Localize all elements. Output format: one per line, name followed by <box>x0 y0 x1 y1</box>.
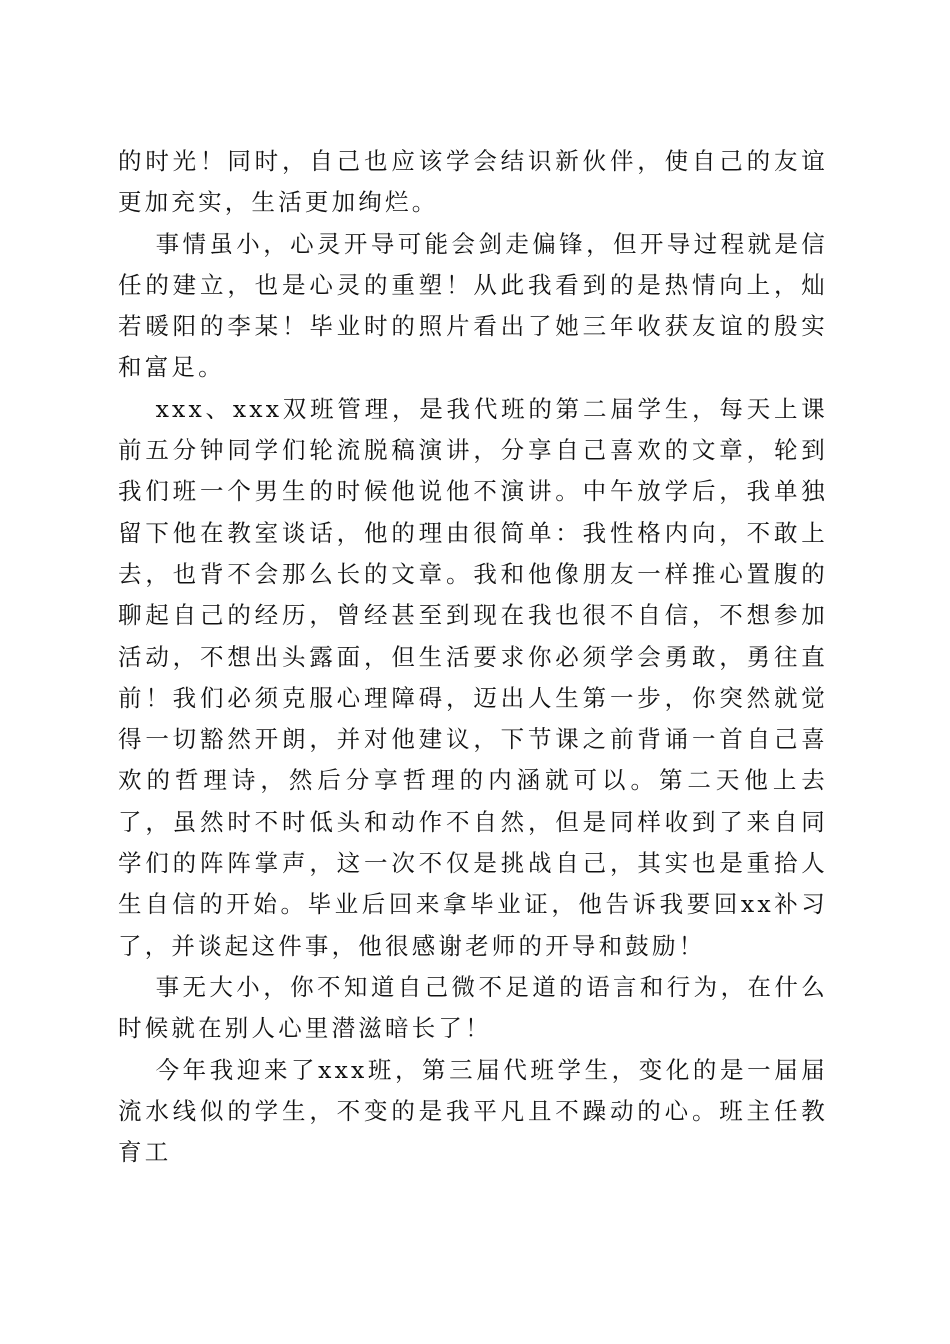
paragraph-5: 今年我迎来了xxx班，第三届代班学生，变化的是一届届流水线似的学生，不变的是我平凡且不躁动的心。班主任教育工 <box>118 1055 828 1167</box>
document-body <box>118 141 828 1173</box>
paragraph-1: 的时光！同时，自己也应该学会结识新伙伴，使自己的友谊更加充实，生活更加绚烂。 <box>118 147 828 217</box>
paragraph-4: 事无大小，你不知道自己微不足道的语言和行为，在什么时候就在别人心里潜滋暗长了！ <box>118 972 828 1043</box>
paragraph-3: xxx、xxx双班管理，是我代班的第二届学生，每天上课前五分钟同学们轮流脱稿演讲，分享自己喜欢的文章，轮到我们班一个男生的时候他说他不演讲。中午放学后，我单独留下他在教室谈话，他的理由很简单：我性格内向，不敢上去，也背不会那么长的文章。我和他像朋友一样推心置腹的聊起自己的经历，曾经甚至到现在我也很不自信，不想参加活动，不想出头露面，但生活要求你必须学会勇敢，勇往直前！我们必须克服心理障碍，迈出人生第一步，你突然就觉得一切豁然开朗，并对他建议，下节课之前背诵一首自己喜欢的哲理诗，然后分享哲理的内涵就可以。第二天他上去了，虽然时不时低头和动作不自然，但是同样收到了来自同学们的阵阵掌声，这一次不仅是挑战自己，其实也是重拾人生自信的开始。毕业后回来拿毕业证，他告诉我要回xx补习了，并谈起这件事，他很感谢老师的开导和鼓励！ <box>118 394 828 960</box>
paragraph-2: 事情虽小，心灵开导可能会剑走偏锋，但开导过程就是信任的建立，也是心灵的重塑！从此我看到的是热情向上，灿若暖阳的李某！毕业时的照片看出了她三年收获友谊的殷实和富足。 <box>118 229 828 382</box>
